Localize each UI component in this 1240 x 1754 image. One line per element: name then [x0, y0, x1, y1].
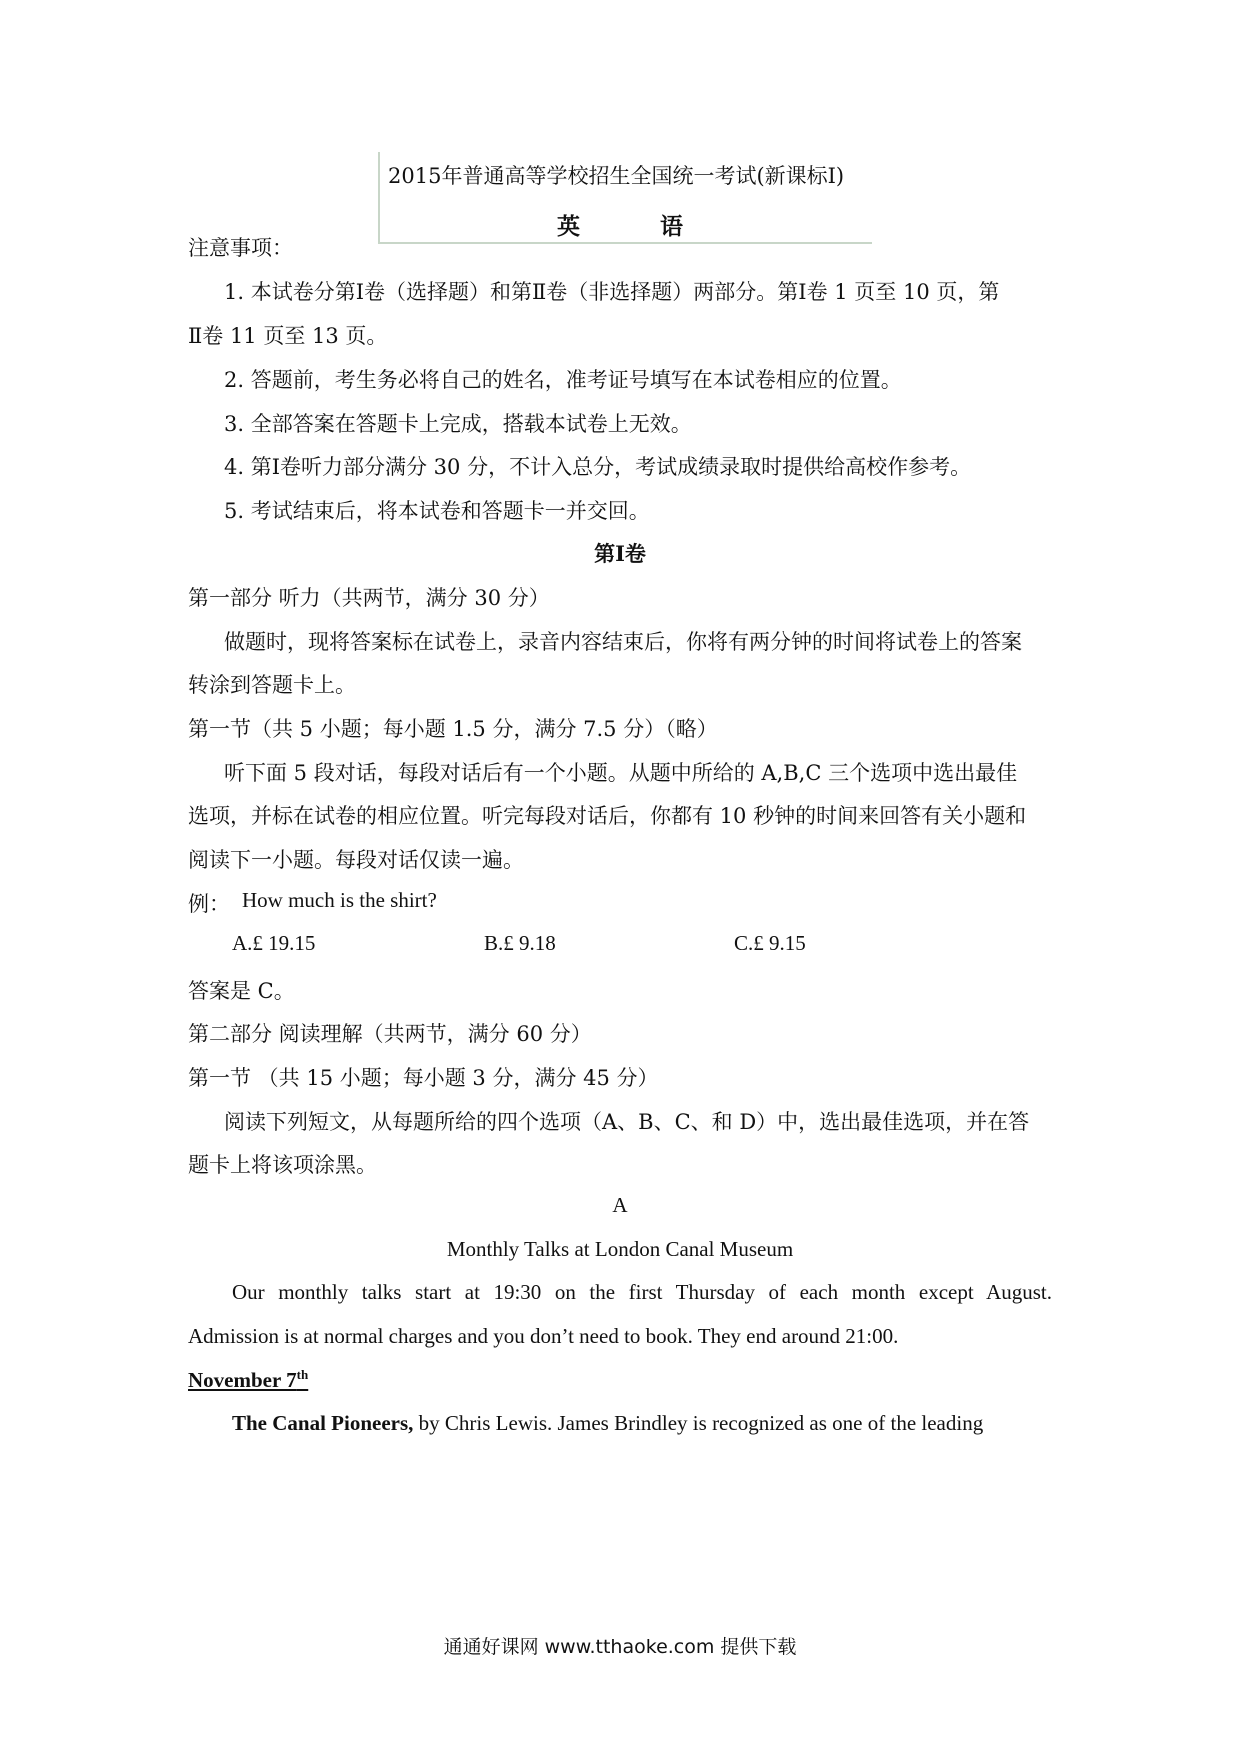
part1-instruction-line-2: 转涂到答题卡上。: [188, 673, 356, 697]
talk-date-heading: [188, 1368, 308, 1393]
example-question: How much is the shirt?: [242, 888, 437, 912]
section1-instruction-line-2: 选项，并标在试卷的相应位置。听完每段对话后，你都有 10 秒钟的时间来回答有关小题和: [188, 804, 1027, 828]
section1-title: 第一节（共 5 小题；每小题 1.5 分，满分 7.5 分）（略）: [188, 717, 718, 741]
note-item-4: 4. 第Ⅰ卷听力部分满分 30 分，不计入总分，考试成绩录取时提供给高校作参考。: [224, 455, 972, 479]
part2-instruction-line-2: 题卡上将该项涂黑。: [188, 1153, 377, 1177]
passage-letter: A: [612, 1193, 628, 1217]
notes-heading: 注意事项：: [188, 236, 293, 260]
passage-paragraph-1-line-2: Admission is at normal charges and you don’t need to book. They end around 21:00.: [188, 1324, 899, 1348]
note-item-3: 3. 全部答案在答题卡上完成，搭载本试卷上无效。: [224, 412, 692, 436]
page-footer: 通通好课网 www.tthaoke.com 提供下载: [443, 1636, 797, 1658]
part2-section1-title: 第一节 （共 15 小题；每小题 3 分，满分 45 分）: [188, 1066, 659, 1090]
part2-title: 第二部分 阅读理解（共两节，满分 60 分）: [188, 1022, 592, 1046]
example-option-b: B.£ 9.18: [484, 931, 556, 955]
note-item-1-line-2: Ⅱ卷 11 页至 13 页。: [188, 324, 388, 348]
volume-heading: 第Ⅰ卷: [594, 541, 646, 566]
exam-title: 2015年普通高等学校招生全国统一考试(新课标Ⅰ): [388, 164, 845, 188]
example-label: 例：: [188, 892, 230, 916]
note-item-2: 2. 答题前，考生务必将自己的姓名，准考证号填写在本试卷相应的位置。: [224, 368, 902, 392]
talk-date-suffix: th: [296, 1367, 309, 1382]
part1-instruction-line-1: 做题时，现将答案标在试卷上，录音内容结束后，你将有两分钟的时间将试卷上的答案: [224, 630, 1022, 654]
example-option-c: C.£ 9.15: [734, 931, 806, 955]
section1-instruction-line-1: 听下面 5 段对话，每段对话后有一个小题。从题中所给的 A,B,C 三个选项中选出最佳: [224, 761, 1018, 785]
example-answer: 答案是 C。: [188, 979, 295, 1003]
talk-date: November 7: [188, 1368, 297, 1392]
talk-description: by Chris Lewis. James Brindley is recognized as one of the leading: [413, 1411, 984, 1435]
talk-title: The Canal Pioneers,: [232, 1411, 414, 1435]
section1-instruction-line-3: 阅读下一小题。每段对话仅读一遍。: [188, 848, 524, 872]
passage-title: Monthly Talks at London Canal Museum: [446, 1237, 794, 1261]
note-item-5: 5. 考试结束后，将本试卷和答题卡一并交回。: [224, 499, 650, 523]
note-item-1-line-1: 1. 本试卷分第Ⅰ卷（选择题）和第Ⅱ卷（非选择题）两部分。第Ⅰ卷 1 页至 10 页，第: [224, 280, 1000, 304]
talk-entry: [232, 1411, 983, 1436]
part1-title: 第一部分 听力（共两节，满分 30 分）: [188, 586, 550, 610]
passage-paragraph-1-line-1: Our monthly talks start at 19:30 on the first Thursday of each month except August.: [232, 1280, 1052, 1304]
subject-title: 英 语: [556, 213, 719, 240]
part2-instruction-line-1: 阅读下列短文，从每题所给的四个选项（A、B、C、和 D）中，选出最佳选项，并在答: [224, 1110, 1030, 1134]
example-option-a: A.£ 19.15: [232, 931, 316, 955]
